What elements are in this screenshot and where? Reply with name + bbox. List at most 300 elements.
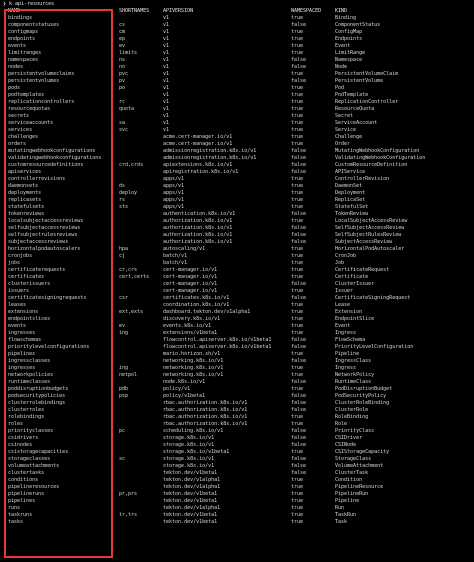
apiversion-cell: storage.k8s.io/v1 xyxy=(163,456,215,462)
kind-cell: Run xyxy=(335,505,345,511)
namespaced-cell: true xyxy=(291,267,304,273)
resource-name-cell: challenges xyxy=(8,134,39,140)
column-header-shortnames: SHORTNAMES xyxy=(119,8,150,14)
resource-name-cell: roles xyxy=(8,421,24,427)
kind-cell: ClusterRole xyxy=(335,407,369,413)
kind-cell: Service xyxy=(335,127,357,133)
apiversion-cell: storage.k8s.io/v1 xyxy=(163,435,215,441)
namespaced-cell: true xyxy=(291,106,304,112)
resource-name-cell: orders xyxy=(8,141,27,147)
table-row xyxy=(0,134,474,141)
kind-cell: PersistentVolumeClaim xyxy=(335,71,399,77)
apiversion-cell: v1 xyxy=(163,85,170,91)
table-row xyxy=(0,372,474,379)
namespaced-cell: true xyxy=(291,491,304,497)
table-row xyxy=(0,211,474,218)
kind-cell: ReplicationController xyxy=(335,99,399,105)
namespaced-cell: true xyxy=(291,260,304,266)
table-row xyxy=(0,204,474,211)
namespaced-cell: false xyxy=(291,162,307,168)
resource-name-cell: networkpolicies xyxy=(8,372,54,378)
table-row xyxy=(0,85,474,92)
table-row xyxy=(0,78,474,85)
apiversion-cell: networking.k8s.io/v1 xyxy=(163,372,224,378)
resource-name-cell: resourcequotas xyxy=(8,106,51,112)
kind-cell: Task xyxy=(335,519,348,525)
table-row xyxy=(0,92,474,99)
table-row xyxy=(0,239,474,246)
column-header-kind: KIND xyxy=(335,8,348,14)
resource-name-cell: ingressclasses xyxy=(8,358,51,364)
kind-cell: Pipeline xyxy=(335,351,360,357)
kind-cell: Certificate xyxy=(335,274,369,280)
apiversion-cell: tekton.dev/v1beta1 xyxy=(163,512,218,518)
namespaced-cell: true xyxy=(291,99,304,105)
table-row xyxy=(0,50,474,57)
table-row xyxy=(0,253,474,260)
resource-name-cell: statefulsets xyxy=(8,204,45,210)
kind-cell: DaemonSet xyxy=(335,183,363,189)
apiversion-cell: rbac.authorization.k8s.io/v1 xyxy=(163,407,248,413)
shortnames-cell: sc xyxy=(119,456,126,462)
apiversion-cell: v1 xyxy=(163,99,170,105)
namespaced-cell: false xyxy=(291,407,307,413)
namespaced-cell: false xyxy=(291,155,307,161)
kind-cell: CSIStorageCapacity xyxy=(335,449,390,455)
resource-name-cell: prioritylevelconfigurations xyxy=(8,344,90,350)
resource-name-cell: rolebindings xyxy=(8,414,45,420)
kind-cell: Node xyxy=(335,64,348,70)
apiversion-cell: apiregistration.k8s.io/v1 xyxy=(163,169,239,175)
resource-name-cell: pipelines xyxy=(8,498,36,504)
namespaced-cell: true xyxy=(291,372,304,378)
namespaced-cell: false xyxy=(291,169,307,175)
namespaced-cell: false xyxy=(291,400,307,406)
namespaced-cell: true xyxy=(291,386,304,392)
shortnames-cell: pc xyxy=(119,428,126,434)
namespaced-cell: true xyxy=(291,316,304,322)
shortnames-cell: ing xyxy=(119,330,129,336)
resource-name-cell: runs xyxy=(8,505,21,511)
table-row xyxy=(0,463,474,470)
kind-cell: Lease xyxy=(335,302,351,308)
namespaced-cell: true xyxy=(291,274,304,280)
table-row xyxy=(0,309,474,316)
namespaced-cell: false xyxy=(291,57,307,63)
table-row xyxy=(0,428,474,435)
namespaced-cell: true xyxy=(291,183,304,189)
namespaced-cell: false xyxy=(291,78,307,84)
resource-name-cell: validatingwebhookconfigurations xyxy=(8,155,102,161)
kind-cell: MutatingWebhookConfiguration xyxy=(335,148,420,154)
resource-name-cell: localsubjectaccessreviews xyxy=(8,218,84,224)
resource-name-cell: controllerrevisions xyxy=(8,176,66,182)
apiversion-cell: cert-manager.io/v1 xyxy=(163,288,218,294)
kind-cell: StatefulSet xyxy=(335,204,369,210)
shortnames-cell: cm xyxy=(119,29,126,35)
table-row xyxy=(0,281,474,288)
kind-cell: ComponentStatus xyxy=(335,22,381,28)
namespaced-cell: false xyxy=(291,148,307,154)
kind-cell: ReplicaSet xyxy=(335,197,366,203)
column-header-namespaced: NAMESPACED xyxy=(291,8,322,14)
table-row xyxy=(0,505,474,512)
resource-name-cell: apiservices xyxy=(8,169,42,175)
table-row xyxy=(0,288,474,295)
apiversion-cell: events.k8s.io/v1 xyxy=(163,323,212,329)
apiversion-cell: node.k8s.io/v1 xyxy=(163,379,206,385)
apiversion-cell: certificates.k8s.io/v1 xyxy=(163,295,230,301)
namespaced-cell: true xyxy=(291,477,304,483)
shortnames-cell: deploy xyxy=(119,190,138,196)
namespaced-cell: true xyxy=(291,421,304,427)
shortnames-cell: pdb xyxy=(119,386,129,392)
shortnames-cell: limits xyxy=(119,50,138,56)
namespaced-cell: true xyxy=(291,302,304,308)
shortnames-cell: pr,prs xyxy=(119,491,138,497)
apiversion-cell: apps/v1 xyxy=(163,190,185,196)
resource-name-cell: certificates xyxy=(8,274,45,280)
namespaced-cell: true xyxy=(291,190,304,196)
kind-cell: PriorityClass xyxy=(335,428,375,434)
resource-name-cell: persistentvolumes xyxy=(8,78,60,84)
kind-cell: Ingress xyxy=(335,365,357,371)
shortnames-cell: ds xyxy=(119,183,126,189)
shortnames-cell: quota xyxy=(119,106,135,112)
apiversion-cell: tekton.dev/v1alpha1 xyxy=(163,505,221,511)
kind-cell: TokenReview xyxy=(335,211,369,217)
shortnames-cell: svc xyxy=(119,127,129,133)
namespaced-cell: true xyxy=(291,120,304,126)
apiversion-cell: cert-manager.io/v1 xyxy=(163,281,218,287)
table-row xyxy=(0,260,474,267)
table-row xyxy=(0,113,474,120)
shortnames-cell: ext,exts xyxy=(119,309,144,315)
resource-name-cell: extensions xyxy=(8,309,39,315)
column-header-apiversion: APIVERSION xyxy=(163,8,194,14)
resource-name-cell: priorityclasses xyxy=(8,428,54,434)
resource-name-cell: pipelines xyxy=(8,351,36,357)
kind-cell: ResourceQuota xyxy=(335,106,375,112)
namespaced-cell: true xyxy=(291,176,304,182)
resource-name-cell: serviceaccounts xyxy=(8,120,54,126)
namespaced-cell: false xyxy=(291,358,307,364)
kind-cell: RoleBinding xyxy=(335,414,369,420)
namespaced-cell: true xyxy=(291,134,304,140)
apiversion-cell: cert-manager.io/v1 xyxy=(163,267,218,273)
table-row xyxy=(0,183,474,190)
kind-cell: ClusterRoleBinding xyxy=(335,400,390,406)
kind-cell: NetworkPolicy xyxy=(335,372,375,378)
table-row xyxy=(0,99,474,106)
shortnames-cell: ev xyxy=(119,323,126,329)
apiversion-cell: storage.k8s.io/v1 xyxy=(163,463,215,469)
apiversion-cell: coordination.k8s.io/v1 xyxy=(163,302,230,308)
namespaced-cell: false xyxy=(291,379,307,385)
kind-cell: IngressClass xyxy=(335,358,372,364)
resource-name-cell: replicasets xyxy=(8,197,42,203)
table-row xyxy=(0,435,474,442)
table-row xyxy=(0,267,474,274)
resource-name-cell: tasks xyxy=(8,519,24,525)
apiversion-cell: authorization.k8s.io/v1 xyxy=(163,232,233,238)
table-row xyxy=(0,197,474,204)
table-body xyxy=(0,15,474,526)
shortnames-cell: cert,certs xyxy=(119,274,150,280)
table-row xyxy=(0,148,474,155)
apiversion-cell: v1 xyxy=(163,36,170,42)
column-header-name: NAME xyxy=(8,8,21,14)
apiversion-cell: v1 xyxy=(163,106,170,112)
namespaced-cell: true xyxy=(291,253,304,259)
apiversion-cell: flowcontrol.apiserver.k8s.io/v1beta1 xyxy=(163,337,272,343)
resource-name-cell: events xyxy=(8,323,27,329)
resource-name-cell: clusterrolebindings xyxy=(8,400,66,406)
resource-name-cell: nodes xyxy=(8,64,24,70)
kind-cell: Role xyxy=(335,421,348,427)
apiversion-cell: v1 xyxy=(163,22,170,28)
kind-cell: Secret xyxy=(335,113,354,119)
kind-cell: CronJob xyxy=(335,253,357,259)
shortnames-cell: cr,crs xyxy=(119,267,138,273)
resource-name-cell: podsecuritypolicies xyxy=(8,393,66,399)
table-row xyxy=(0,36,474,43)
table-row xyxy=(0,316,474,323)
apiversion-cell: authentication.k8s.io/v1 xyxy=(163,211,236,217)
resource-name-cell: namespaces xyxy=(8,57,39,63)
table-row xyxy=(0,64,474,71)
kind-cell: LocalSubjectAccessReview xyxy=(335,218,408,224)
shortnames-cell: netpol xyxy=(119,372,138,378)
apiversion-cell: autoscaling/v1 xyxy=(163,246,206,252)
table-row xyxy=(0,470,474,477)
shortnames-cell: ep xyxy=(119,36,126,42)
table-row xyxy=(0,379,474,386)
kind-cell: Binding xyxy=(335,15,357,21)
table-row xyxy=(0,57,474,64)
kind-cell: ValidatingWebhookConfiguration xyxy=(335,155,426,161)
table-row xyxy=(0,120,474,127)
kind-cell: CSIDriver xyxy=(335,435,363,441)
shortnames-cell: hpa xyxy=(119,246,129,252)
apiversion-cell: cert-manager.io/v1 xyxy=(163,274,218,280)
namespaced-cell: true xyxy=(291,246,304,252)
table-row xyxy=(0,71,474,78)
table-row xyxy=(0,498,474,505)
kind-cell: Pipeline xyxy=(335,498,360,504)
namespaced-cell: false xyxy=(291,211,307,217)
namespaced-cell: false xyxy=(291,64,307,70)
shortnames-cell: sa xyxy=(119,120,126,126)
apiversion-cell: apps/v1 xyxy=(163,197,185,203)
resource-name-cell: selfsubjectrulesreviews xyxy=(8,232,78,238)
namespaced-cell: false xyxy=(291,232,307,238)
namespaced-cell: true xyxy=(291,505,304,511)
apiversion-cell: acme.cert-manager.io/v1 xyxy=(163,141,233,147)
table-row xyxy=(0,477,474,484)
apiversion-cell: apps/v1 xyxy=(163,183,185,189)
table-row xyxy=(0,386,474,393)
apiversion-cell: rbac.authorization.k8s.io/v1 xyxy=(163,421,248,427)
table-row xyxy=(0,274,474,281)
shortnames-cell: no xyxy=(119,64,126,70)
table-row xyxy=(0,393,474,400)
shortnames-cell: psp xyxy=(119,393,129,399)
apiversion-cell: authorization.k8s.io/v1 xyxy=(163,218,233,224)
resource-name-cell: persistentvolumeclaims xyxy=(8,71,75,77)
table-row xyxy=(0,491,474,498)
resource-name-cell: conditions xyxy=(8,477,39,483)
resource-name-cell: selfsubjectaccessreviews xyxy=(8,225,81,231)
apiversion-cell: networking.k8s.io/v1 xyxy=(163,358,224,364)
table-row xyxy=(0,302,474,309)
namespaced-cell: true xyxy=(291,414,304,420)
apiversion-cell: scheduling.k8s.io/v1 xyxy=(163,428,224,434)
namespaced-cell: true xyxy=(291,218,304,224)
namespaced-cell: false xyxy=(291,281,307,287)
shortnames-cell: rc xyxy=(119,99,126,105)
resource-name-cell: bindings xyxy=(8,15,33,21)
apiversion-cell: v1 xyxy=(163,57,170,63)
resource-name-cell: csinodes xyxy=(8,442,33,448)
table-row xyxy=(0,407,474,414)
shortnames-cell: rs xyxy=(119,197,126,203)
kind-cell: Deployment xyxy=(335,190,366,196)
table-row xyxy=(0,414,474,421)
kind-cell: CertificateSigningRequest xyxy=(335,295,411,301)
table-row xyxy=(0,127,474,134)
resource-name-cell: pods xyxy=(8,85,21,91)
namespaced-cell: true xyxy=(291,113,304,119)
resource-name-cell: storageclasses xyxy=(8,456,51,462)
namespaced-cell: true xyxy=(291,498,304,504)
command-text: k api-resources xyxy=(9,1,55,7)
table-row xyxy=(0,365,474,372)
kind-cell: APIService xyxy=(335,169,366,175)
table-row xyxy=(0,176,474,183)
table-row xyxy=(0,43,474,50)
kind-cell: SelfSubjectAccessReview xyxy=(335,225,405,231)
table-row xyxy=(0,155,474,162)
kind-cell: Issuer xyxy=(335,288,354,294)
apiversion-cell: apps/v1 xyxy=(163,176,185,182)
apiversion-cell: tekton.dev/v1beta1 xyxy=(163,470,218,476)
namespaced-cell: false xyxy=(291,456,307,462)
table-row xyxy=(0,442,474,449)
resource-name-cell: clustertasks xyxy=(8,470,45,476)
shortnames-cell: cs xyxy=(119,22,126,28)
table-row xyxy=(0,15,474,22)
kind-cell: SelfSubjectRulesReview xyxy=(335,232,402,238)
resource-name-cell: volumeattachments xyxy=(8,463,60,469)
namespaced-cell: true xyxy=(291,351,304,357)
namespaced-cell: true xyxy=(291,50,304,56)
namespaced-cell: true xyxy=(291,141,304,147)
kind-cell: StorageClass xyxy=(335,456,372,462)
namespaced-cell: true xyxy=(291,309,304,315)
kind-cell: ConfigMap xyxy=(335,29,363,35)
table-row xyxy=(0,421,474,428)
kind-cell: PriorityLevelConfiguration xyxy=(335,344,414,350)
shortnames-cell: csr xyxy=(119,295,129,301)
namespaced-cell: false xyxy=(291,470,307,476)
table-row xyxy=(0,337,474,344)
namespaced-cell: true xyxy=(291,323,304,329)
apiversion-cell: apiextensions.k8s.io/v1 xyxy=(163,162,233,168)
shortnames-cell: pv xyxy=(119,78,126,84)
resource-name-cell: services xyxy=(8,127,33,133)
resource-name-cell: configmaps xyxy=(8,29,39,35)
resource-name-cell: subjectaccessreviews xyxy=(8,239,69,245)
apiversion-cell: v1 xyxy=(163,127,170,133)
namespaced-cell: true xyxy=(291,92,304,98)
table-row xyxy=(0,512,474,519)
table-row xyxy=(0,323,474,330)
namespaced-cell: true xyxy=(291,449,304,455)
table-row xyxy=(0,218,474,225)
apiversion-cell: v1 xyxy=(163,50,170,56)
kind-cell: EndpointSlice xyxy=(335,316,375,322)
namespaced-cell: true xyxy=(291,330,304,336)
apiversion-cell: dashboard.tekton.dev/v1alpha1 xyxy=(163,309,251,315)
kind-cell: PersistentVolume xyxy=(335,78,384,84)
table-row xyxy=(0,358,474,365)
table-row xyxy=(0,456,474,463)
resource-name-cell: endpoints xyxy=(8,36,36,42)
api-resources-table xyxy=(0,8,474,526)
kind-cell: CSINode xyxy=(335,442,357,448)
apiversion-cell: v1 xyxy=(163,78,170,84)
table-header-row xyxy=(0,8,474,15)
kind-cell: TaskRun xyxy=(335,512,357,518)
apiversion-cell: mario.horizon.sh/v1 xyxy=(163,351,221,357)
table-row xyxy=(0,106,474,113)
shortnames-cell: tr,trs xyxy=(119,512,138,518)
apiversion-cell: tekton.dev/v1beta1 xyxy=(163,498,218,504)
resource-name-cell: poddisruptionbudgets xyxy=(8,386,69,392)
namespaced-cell: true xyxy=(291,71,304,77)
namespaced-cell: true xyxy=(291,365,304,371)
kind-cell: PodTemplate xyxy=(335,92,369,98)
kind-cell: FlowSchema xyxy=(335,337,366,343)
kind-cell: HorizontalPodAutoscaler xyxy=(335,246,405,252)
kind-cell: LimitRange xyxy=(335,50,366,56)
resource-name-cell: csidrivers xyxy=(8,435,39,441)
kind-cell: Event xyxy=(335,323,351,329)
table-row xyxy=(0,246,474,253)
apiversion-cell: v1 xyxy=(163,71,170,77)
apiversion-cell: batch/v1 xyxy=(163,253,188,259)
resource-name-cell: flowschemas xyxy=(8,337,42,343)
table-row xyxy=(0,344,474,351)
shortnames-cell: ev xyxy=(119,43,126,49)
table-row xyxy=(0,162,474,169)
resource-name-cell: customresourcedefinitions xyxy=(8,162,84,168)
resource-name-cell: limitranges xyxy=(8,50,42,56)
namespaced-cell: false xyxy=(291,225,307,231)
apiversion-cell: v1 xyxy=(163,113,170,119)
namespaced-cell: false xyxy=(291,344,307,350)
apiversion-cell: v1 xyxy=(163,43,170,49)
apiversion-cell: tekton.dev/v1alpha1 xyxy=(163,484,221,490)
namespaced-cell: false xyxy=(291,463,307,469)
namespaced-cell: true xyxy=(291,29,304,35)
table-row xyxy=(0,330,474,337)
namespaced-cell: true xyxy=(291,43,304,49)
shortnames-cell: ing xyxy=(119,365,129,371)
namespaced-cell: false xyxy=(291,435,307,441)
resource-name-cell: secrets xyxy=(8,113,30,119)
